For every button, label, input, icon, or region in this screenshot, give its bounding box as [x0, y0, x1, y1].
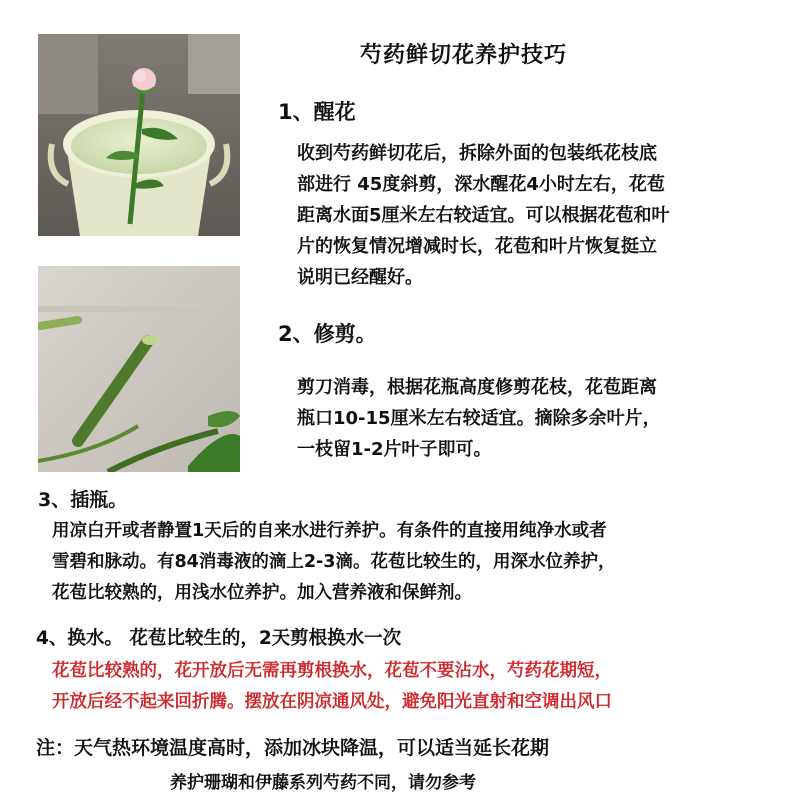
section2-line: 一枝留1-2片叶子即可。	[297, 439, 492, 460]
section4-warning	[52, 656, 612, 718]
section3-line: 花苞比较熟的，用浅水位养护。加入营养液和保鲜剂。	[52, 583, 472, 603]
section3-body	[52, 516, 615, 609]
footer-text: 养护珊瑚和伊藤系列芍药不同，请勿参考	[170, 773, 476, 793]
section3-heading: 3、插瓶。	[38, 489, 128, 511]
section4-heading: 4、换水。 花苞比较生的，2天剪根换水一次	[36, 628, 402, 649]
stem-cutting-photo	[38, 266, 240, 472]
section2-line: 剪刀消毒，根据花瓶高度修剪花枝，花苞距离	[297, 377, 657, 398]
section1-line: 说明已经醒好。	[297, 267, 423, 288]
note-text: 注：天气热环境温度高时，添加冰块降温，可以适当延长花期	[36, 737, 550, 759]
section1-line: 部进行 45度斜剪，深水醒花4小时左右，花苞	[297, 174, 665, 195]
section3-line: 雪碧和脉动。有84消毒液的滴上2-3滴。花苞比较生的，用深水位养护，	[52, 552, 616, 572]
section2-line: 瓶口10-15厘米左右较适宜。摘除多余叶片，	[297, 408, 661, 429]
section4-red-line: 花苞比较熟的，花开放后无需再剪根换水，花苞不要沾水，芍药花期短，	[52, 661, 612, 681]
page-title: 芍药鲜切花养护技巧	[360, 43, 568, 68]
section2-heading: 2、修剪。	[278, 322, 377, 346]
section1-line: 距离水面5厘米左右较适宜。可以根据花苞和叶	[297, 205, 670, 226]
section4-red-line: 开放后经不起来回折腾。摆放在阴凉通风处，避免阳光直射和空调出风口	[52, 692, 612, 712]
section2-body	[297, 372, 661, 465]
section3-line: 用凉白开或者静置1天后的自来水进行养护。有条件的直接用纯净水或者	[52, 521, 607, 541]
section1-line: 收到芍药鲜切花后，拆除外面的包装纸花枝底	[297, 143, 657, 164]
peony-bucket-photo	[38, 34, 240, 236]
section1-body	[297, 138, 670, 293]
section1-line: 片的恢复情况增减时长，花苞和叶片恢复挺立	[297, 236, 657, 257]
section1-heading: 1、醒花	[278, 100, 356, 124]
